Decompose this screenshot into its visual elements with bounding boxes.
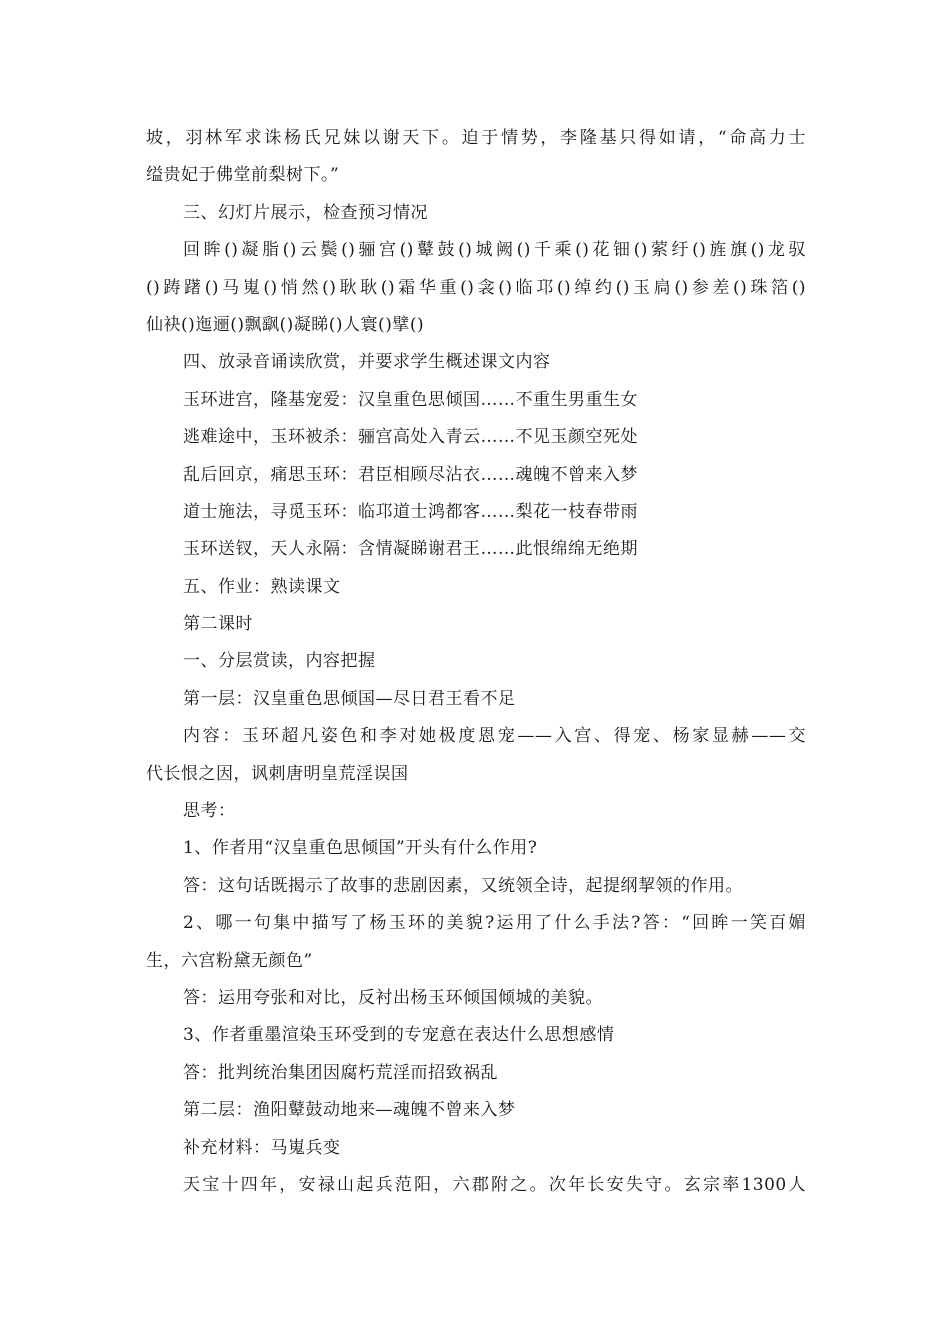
text-line: 三、幻灯片展示，检查预习情况 xyxy=(183,202,428,223)
text-line: 答：这句话既揭示了故事的悲剧因素，又统领全诗，起提纲挈领的作用。 xyxy=(183,875,743,896)
text-line: 道士施法，寻觅玉环：临邛道士鸿都客……梨花一枝春带雨 xyxy=(183,501,638,522)
text-line: 第一层：汉皇重色思倾国—尽日君王看不足 xyxy=(183,688,516,709)
text-line: 3、作者重墨渲染玉环受到的专宠意在表达什么思想感情 xyxy=(183,1025,615,1046)
text-line: 补充材料：马嵬兵变 xyxy=(183,1137,341,1158)
text-line: 缢贵妃于佛堂前梨树下。” xyxy=(146,165,340,186)
text-line: 生，六宫粉黛无颜色” xyxy=(146,950,313,971)
text-line: 乱后回京，痛思玉环：君臣相顾尽沾衣……魂魄不曾来入梦 xyxy=(183,464,638,485)
text-line: 第二课时 xyxy=(183,614,253,635)
document-body xyxy=(146,120,806,1204)
text-line: 内容：玉环超凡姿色和李对她极度恩宠——入宫、得宠、杨家显赫——交 xyxy=(183,726,806,747)
text-line: 一、分层赏读，内容把握 xyxy=(183,651,376,672)
text-line: 答：运用夸张和对比，反衬出杨玉环倾国倾城的美貌。 xyxy=(183,987,603,1008)
text-line: 坡，羽林军求诛杨氏兄妹以谢天下。迫于情势，李隆基只得如请，“命高力士 xyxy=(146,128,806,148)
text-line: 四、放录音诵读欣赏，并要求学生概述课文内容 xyxy=(183,352,551,373)
text-line: 回眸()凝脂()云鬓()骊宫()鼙鼓()城阙()千乘()花钿()萦纡()旌旗()龙驭 xyxy=(183,240,806,261)
text-line: 第二层：渔阳鼙鼓动地来—魂魄不曾来入梦 xyxy=(183,1100,516,1121)
text-line: 玉环送钗，天人永隔：含情凝睇谢君王……此恨绵绵无绝期 xyxy=(183,539,638,560)
text-line: 2、哪一句集中描写了杨玉环的美貌?运用了什么手法?答：“回眸一笑百媚 xyxy=(183,913,806,934)
text-line: 玉环进宫，隆基宠爱：汉皇重色思倾国……不重生男重生女 xyxy=(183,389,638,410)
text-line: 代长恨之因，讽刺唐明皇荒淫误国 xyxy=(146,763,409,784)
text-line: 1、作者用“汉皇重色思倾国”开头有什么作用? xyxy=(183,838,538,859)
text-line: 五、作业：熟读课文 xyxy=(183,576,341,597)
text-line: 思考： xyxy=(183,801,236,822)
text-line: ()踌躇()马嵬()悄然()耿耿()霜华重()衾()临邛()绰约()玉扃()参差()珠箔() xyxy=(146,277,806,298)
text-line: 仙袂()迤逦()飘飖()凝睇()人寰()擘() xyxy=(146,314,425,335)
text-line: 逃难途中，玉环被杀：骊宫高处入青云……不见玉颜空死处 xyxy=(183,427,638,448)
text-line: 天宝十四年，安禄山起兵范阳，六郡附之。次年长安失守。玄宗率1300人 xyxy=(183,1174,806,1195)
text-line: 答：批判统治集团因腐朽荒淫而招致祸乱 xyxy=(183,1062,498,1083)
